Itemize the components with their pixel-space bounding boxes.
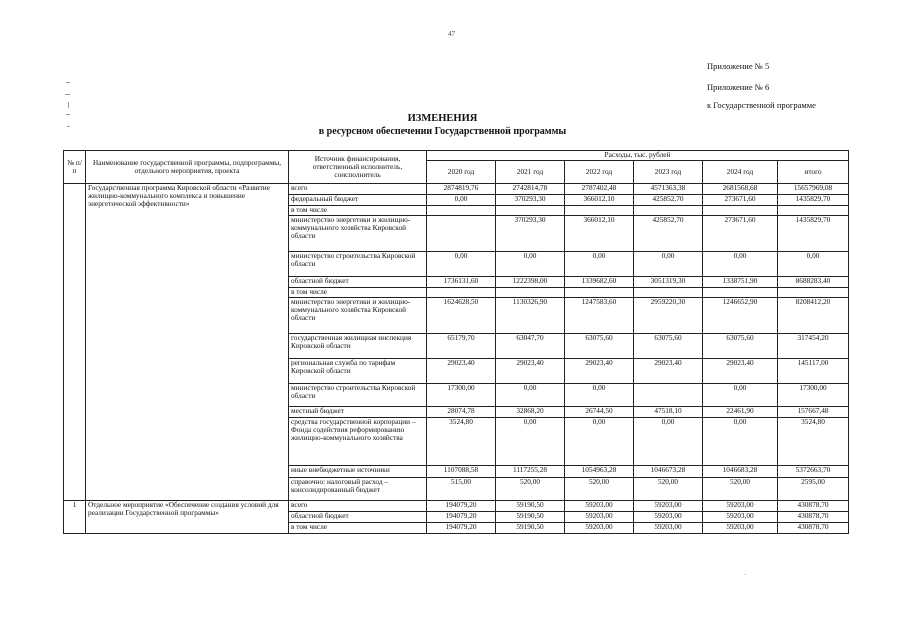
value-cell: 430878,70	[778, 501, 849, 512]
value-cell: 1107088,58	[427, 466, 496, 478]
value-cell: 425852,70	[634, 216, 703, 252]
value-cell: 1435829,70	[778, 216, 849, 252]
header-year: 2020 год	[427, 161, 496, 184]
funding-source-cell: региональная служба по тарифам Кировской области	[289, 359, 427, 384]
header-year: 2023 год	[634, 161, 703, 184]
value-cell: 0,00	[703, 384, 778, 407]
funding-source-cell: справочно: налоговый расход – консолидированный бюджет	[289, 478, 427, 501]
value-cell: 29023,40	[703, 359, 778, 384]
value-cell: 1339682,60	[565, 277, 634, 288]
value-cell: 520,00	[634, 478, 703, 501]
value-cell: 194079,20	[427, 512, 496, 523]
funding-source-cell: министерство энергетики и жилищно-коммунального хозяйства Кировской области	[289, 298, 427, 334]
value-cell: 59203,00	[634, 501, 703, 512]
document-title: ИЗМЕНЕНИЯ	[407, 113, 478, 124]
value-cell: 3524,80	[427, 418, 496, 466]
funding-source-cell: областной бюджет	[289, 277, 427, 288]
value-cell	[496, 288, 565, 298]
header-total: итого	[778, 161, 849, 184]
document-subtitle: в ресурсном обеспечении Государственной программы	[318, 126, 567, 137]
value-cell: 32868,20	[496, 407, 565, 418]
value-cell: 29023,40	[565, 359, 634, 384]
value-cell: 29023,40	[427, 359, 496, 384]
value-cell: 520,00	[703, 478, 778, 501]
value-cell: 59203,00	[634, 512, 703, 523]
row-number-cell	[64, 184, 86, 501]
value-cell: 0,00	[496, 384, 565, 407]
value-cell: 59203,00	[634, 523, 703, 534]
funding-source-cell: областной бюджет	[289, 512, 427, 523]
funding-source-cell: министерство строительства Кировской области	[289, 252, 427, 277]
program-name-cell: Государственная программа Кировской области «Развитие жилищно-коммунального комплекса и повышение энергетической эффективности»	[86, 184, 289, 501]
measure-name-cell: Отдельное мероприятие «Обеспечение создания условий для реализации Государственной программы»	[86, 501, 289, 534]
value-cell: 366012,10	[565, 195, 634, 206]
value-cell: 520,00	[496, 478, 565, 501]
value-cell	[778, 206, 849, 216]
scan-dot: ·	[744, 571, 747, 579]
value-cell: 47518,10	[634, 407, 703, 418]
value-cell	[634, 384, 703, 407]
value-cell: 28074,78	[427, 407, 496, 418]
value-cell: 59203,00	[703, 501, 778, 512]
value-cell: 59203,00	[565, 501, 634, 512]
value-cell: 5372663,70	[778, 466, 849, 478]
row-number-cell: 1	[64, 501, 86, 534]
appendix-line-2: Приложение № 6	[707, 82, 770, 92]
appendix-line-1: Приложение № 5	[707, 61, 770, 71]
header-year: 2021 год	[496, 161, 565, 184]
value-cell: 63075,60	[703, 334, 778, 359]
funding-source-cell: министерство энергетики и жилищно-коммунального хозяйства Кировской области	[289, 216, 427, 252]
funding-source-cell: в том числе	[289, 288, 427, 298]
value-cell: 0,00	[634, 418, 703, 466]
table-row	[64, 501, 849, 512]
value-cell: 317454,20	[778, 334, 849, 359]
value-cell: 59190,50	[496, 501, 565, 512]
value-cell	[565, 288, 634, 298]
funding-source-cell: министерство строительства Кировской области	[289, 384, 427, 407]
value-cell: 65179,70	[427, 334, 496, 359]
value-cell	[703, 206, 778, 216]
value-cell: 0,00	[565, 252, 634, 277]
value-cell: 370293,30	[496, 216, 565, 252]
header-expenses: Расходы, тыс. рублей	[427, 151, 849, 161]
value-cell: 15657969,08	[778, 184, 849, 195]
value-cell: 1435829,70	[778, 195, 849, 206]
measure-section	[64, 501, 849, 534]
funding-source-cell: в том числе	[289, 523, 427, 534]
funding-source-cell: всего	[289, 501, 427, 512]
value-cell	[778, 288, 849, 298]
header-no: № п/п	[64, 151, 86, 184]
value-cell: 1046673,28	[634, 466, 703, 478]
value-cell: 2681568,68	[703, 184, 778, 195]
value-cell: 1054963,28	[565, 466, 634, 478]
value-cell: 63075,60	[634, 334, 703, 359]
appendix-line-3: к Государственной программе	[707, 100, 816, 110]
program-section	[64, 184, 849, 501]
value-cell: 59190,50	[496, 523, 565, 534]
value-cell: 1736131,60	[427, 277, 496, 288]
value-cell: 63075,60	[565, 334, 634, 359]
value-cell: 0,00	[427, 195, 496, 206]
value-cell: 29023,40	[634, 359, 703, 384]
header-source: Источник финансирования, ответственный исполнитель, соисполнитель	[289, 151, 427, 184]
value-cell: 8688283,40	[778, 277, 849, 288]
value-cell: 0,00	[703, 252, 778, 277]
scan-artifact-marks	[62, 82, 74, 132]
value-cell: 1130326,90	[496, 298, 565, 334]
header-year: 2022 год	[565, 161, 634, 184]
value-cell: 0,00	[565, 418, 634, 466]
funding-source-cell: в том числе	[289, 206, 427, 216]
value-cell	[565, 206, 634, 216]
value-cell: 0,00	[634, 252, 703, 277]
value-cell: 157667,48	[778, 407, 849, 418]
value-cell: 8208412,20	[778, 298, 849, 334]
header-year: 2024 год	[703, 161, 778, 184]
value-cell: 194079,20	[427, 523, 496, 534]
funding-source-cell: местный бюджет	[289, 407, 427, 418]
value-cell: 430878,70	[778, 523, 849, 534]
value-cell: 22461,90	[703, 407, 778, 418]
value-cell: 370293,30	[496, 195, 565, 206]
funding-source-cell: всего	[289, 184, 427, 195]
value-cell: 145117,00	[778, 359, 849, 384]
value-cell: 2742814,78	[496, 184, 565, 195]
value-cell: 3051319,30	[634, 277, 703, 288]
value-cell: 4571363,38	[634, 184, 703, 195]
funding-source-cell: федеральный бюджет	[289, 195, 427, 206]
header-name: Наименование государственной программы, подпрограммы, отдельного мероприятия, проекта	[86, 151, 289, 184]
value-cell: 1624628,50	[427, 298, 496, 334]
value-cell: 273671,60	[703, 216, 778, 252]
value-cell: 1338751,90	[703, 277, 778, 288]
value-cell: 430878,70	[778, 512, 849, 523]
value-cell: 1222398,00	[496, 277, 565, 288]
value-cell	[496, 206, 565, 216]
value-cell: 194079,20	[427, 501, 496, 512]
value-cell: 17300,00	[427, 384, 496, 407]
value-cell: 59203,00	[565, 512, 634, 523]
value-cell: 0,00	[496, 252, 565, 277]
value-cell: 425852,70	[634, 195, 703, 206]
page-number: 47	[448, 30, 455, 38]
value-cell	[427, 288, 496, 298]
value-cell: 0,00	[427, 252, 496, 277]
value-cell: 0,00	[703, 418, 778, 466]
value-cell: 59203,00	[703, 523, 778, 534]
value-cell: 2595,00	[778, 478, 849, 501]
value-cell: 366012,10	[565, 216, 634, 252]
value-cell	[427, 216, 496, 252]
value-cell: 0,00	[565, 384, 634, 407]
value-cell: 520,00	[565, 478, 634, 501]
value-cell: 1046683,28	[703, 466, 778, 478]
funding-source-cell: иные внебюджетные источники	[289, 466, 427, 478]
value-cell: 2787402,48	[565, 184, 634, 195]
value-cell: 2874819,76	[427, 184, 496, 195]
value-cell: 59190,50	[496, 512, 565, 523]
value-cell: 2959220,30	[634, 298, 703, 334]
value-cell: 0,00	[778, 252, 849, 277]
value-cell: 63047,70	[496, 334, 565, 359]
value-cell: 1117255,28	[496, 466, 565, 478]
funding-source-cell: средства государственной корпорации – Фонда содействия реформированию жилищно-коммунального хозяйства	[289, 418, 427, 466]
value-cell: 17300,00	[778, 384, 849, 407]
value-cell	[634, 206, 703, 216]
value-cell: 59203,00	[565, 523, 634, 534]
resource-table	[63, 150, 849, 534]
value-cell	[703, 288, 778, 298]
value-cell: 59203,00	[703, 512, 778, 523]
value-cell: 1246652,90	[703, 298, 778, 334]
value-cell: 29023,40	[496, 359, 565, 384]
value-cell: 1247583,60	[565, 298, 634, 334]
value-cell	[427, 206, 496, 216]
table-row	[64, 184, 849, 195]
value-cell: 273671,60	[703, 195, 778, 206]
value-cell: 3524,80	[778, 418, 849, 466]
value-cell	[634, 288, 703, 298]
value-cell: 0,00	[496, 418, 565, 466]
value-cell: 26744,50	[565, 407, 634, 418]
value-cell: 515,00	[427, 478, 496, 501]
funding-source-cell: государственная жилищная инспекция Кировской области	[289, 334, 427, 359]
